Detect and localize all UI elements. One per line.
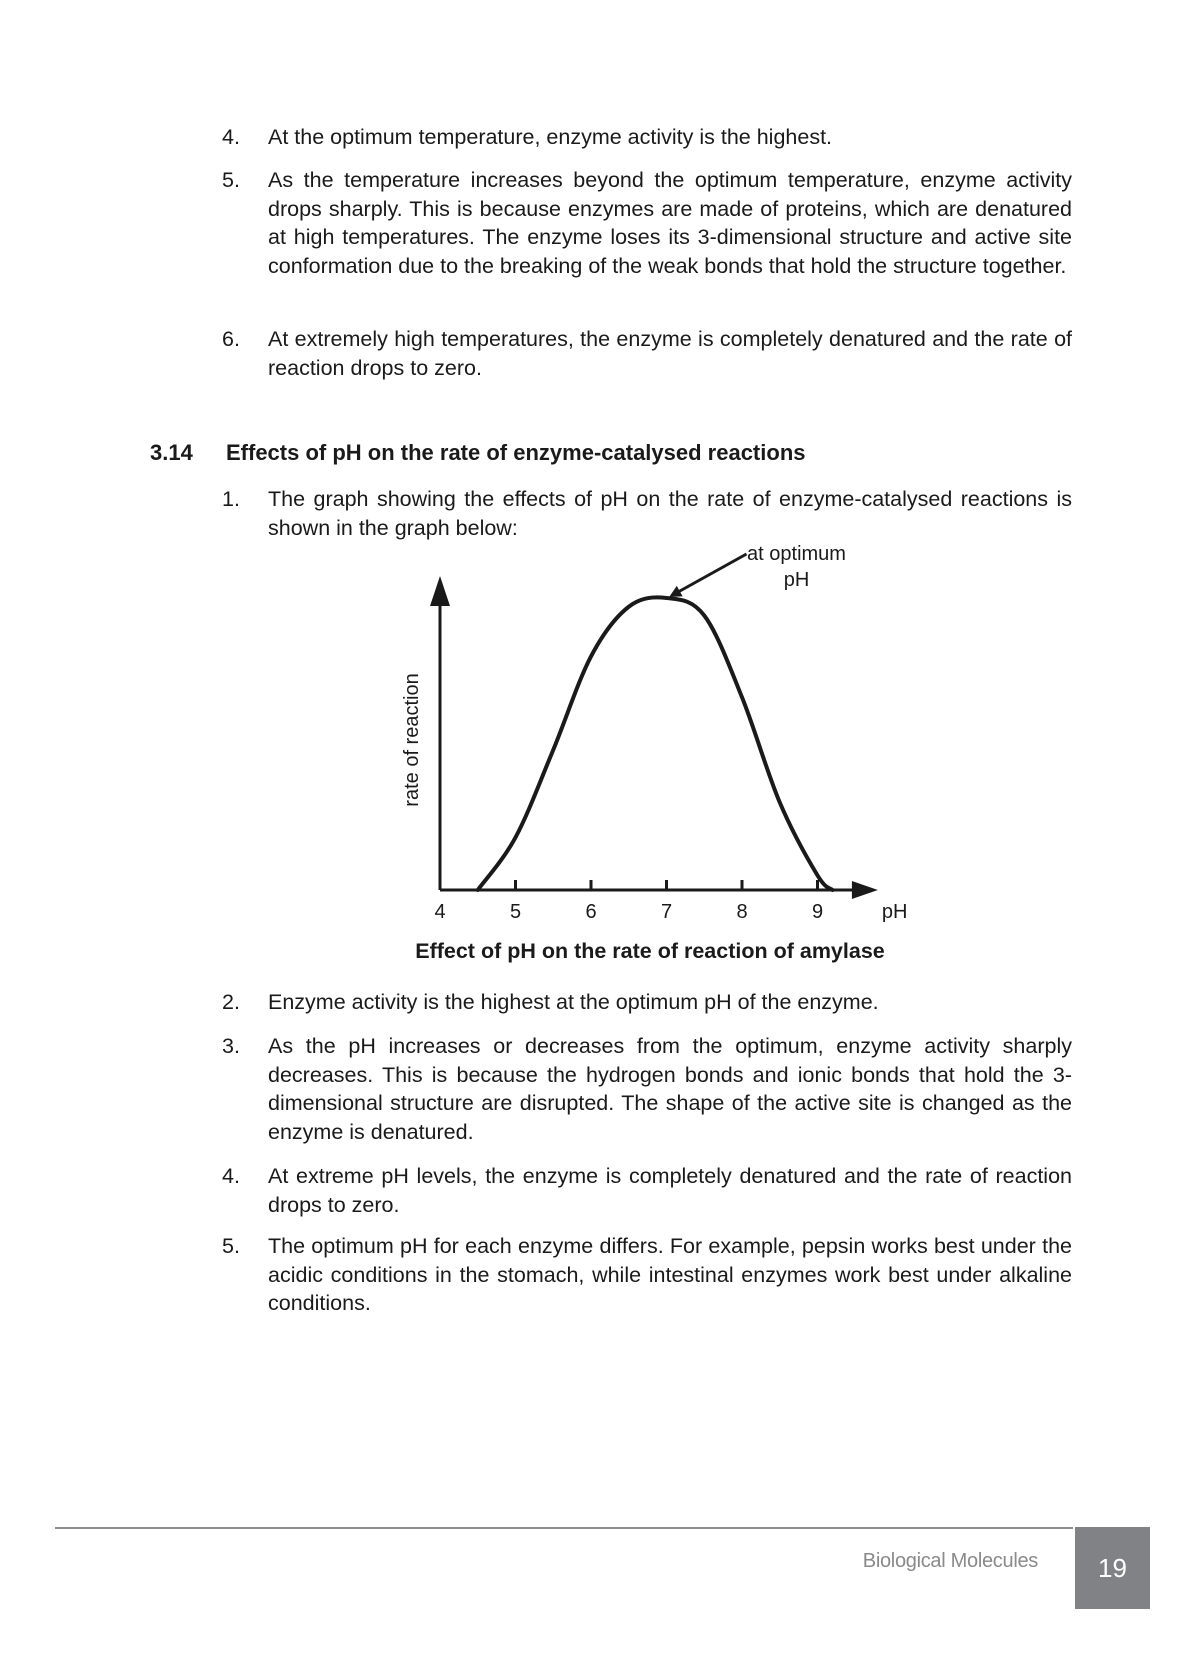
y-axis-label: rate of reaction bbox=[401, 673, 423, 807]
x-tick-label: 6 bbox=[585, 901, 597, 923]
item-number: 6. bbox=[222, 327, 240, 351]
x-axis-label: pH bbox=[881, 901, 908, 923]
item-number: 4. bbox=[222, 1164, 240, 1188]
ph-rate-chart bbox=[390, 543, 910, 934]
annotation-label: pH bbox=[783, 569, 810, 591]
footer-divider bbox=[55, 1527, 1073, 1529]
item-text: Enzyme activity is the highest at the optimum pH of the enzyme. bbox=[268, 990, 879, 1014]
list-item bbox=[222, 1162, 1072, 1219]
item-text: As the pH increases or decreases from the optimum, enzyme activity sharply decreases. This is because the hydrogen bonds and ionic bonds that hold the 3-dimensional structure are disrupted. The shape of the active site is changed as the enzyme is denatured. bbox=[268, 1034, 1072, 1144]
list-item bbox=[222, 166, 1072, 280]
list-item bbox=[222, 1032, 1072, 1146]
x-axis-arrowhead bbox=[852, 881, 878, 899]
item-number: 5. bbox=[222, 1234, 240, 1258]
y-axis-arrowhead bbox=[430, 576, 450, 606]
section-number: 3.14 bbox=[150, 440, 193, 465]
x-tick-label: 9 bbox=[811, 901, 824, 923]
item-number: 5. bbox=[222, 168, 240, 192]
item-text: At extreme pH levels, the enzyme is completely denatured and the rate of reaction drops to zero. bbox=[268, 1164, 1072, 1217]
x-tick-label: 8 bbox=[736, 901, 748, 923]
list-item bbox=[222, 1232, 1072, 1318]
item-text: At extremely high temperatures, the enzyme is completely denatured and the rate of reaction drops to zero. bbox=[268, 327, 1072, 380]
list-item bbox=[222, 325, 1072, 382]
item-number: 3. bbox=[222, 1034, 240, 1058]
item-text: At the optimum temperature, enzyme activity is the highest. bbox=[268, 125, 833, 149]
x-tick-label: 7 bbox=[660, 901, 673, 923]
section-title: Effects of pH on the rate of enzyme-catalysed reactions bbox=[226, 440, 806, 465]
item-text: The optimum pH for each enzyme differs. For example, pepsin works best under the acidic conditions in the stomach, while intestinal enzymes work best under alkaline conditions. bbox=[268, 1234, 1072, 1315]
item-number: 1. bbox=[222, 487, 240, 511]
list-item bbox=[222, 123, 1072, 152]
chart-title: Effect of pH on the rate of reaction of amylase bbox=[415, 939, 885, 963]
item-text: The graph showing the effects of pH on the rate of enzyme-catalysed reactions is shown in the graph below: bbox=[268, 487, 1072, 540]
item-number: 2. bbox=[222, 990, 240, 1014]
item-number: 4. bbox=[222, 125, 240, 149]
annotation-label: at optimum bbox=[747, 543, 846, 565]
list-item bbox=[222, 988, 1072, 1017]
item-text: As the temperature increases beyond the optimum temperature, enzyme activity drops sharply. This is because enzymes are made of proteins, which are denatured at high temperatures. The enzyme loses its 3-dimensional structure and active site conformation due to the breaking of the weak bonds that hold the structure together. bbox=[268, 168, 1072, 278]
page-number: 19 bbox=[1075, 1527, 1150, 1609]
annotation-arrow bbox=[675, 554, 747, 594]
series-line bbox=[478, 597, 833, 890]
x-tick-label: 4 bbox=[434, 901, 446, 923]
list-item bbox=[222, 485, 1072, 542]
x-tick-label: 5 bbox=[509, 901, 522, 923]
footer-chapter-title: Biological Molecules bbox=[862, 1550, 1038, 1572]
section-heading bbox=[150, 438, 806, 468]
